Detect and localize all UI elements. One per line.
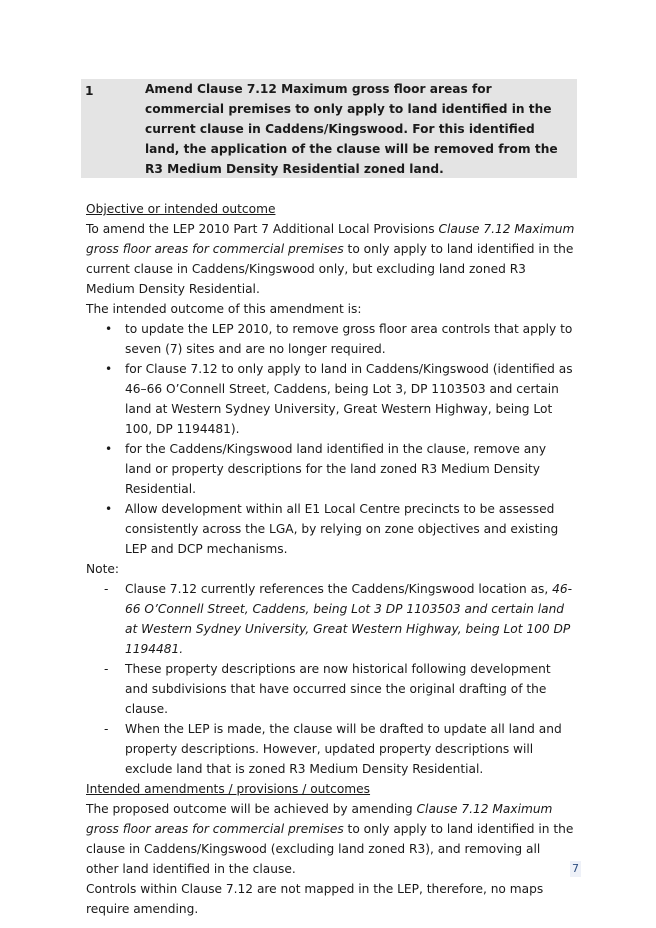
- list-item-text: to update the LEP 2010, to remove gross floor area controls that apply to seven (7) sites and are no longer required.: [125, 322, 573, 356]
- dash-marker: -: [104, 722, 109, 736]
- list-item: [86, 359, 576, 439]
- amendments-clause-title: Clause 7.12 Maximum gross floor areas for commercial premises: [86, 802, 553, 836]
- list-item: [86, 579, 576, 659]
- amendments-text-a: The proposed outcome will be achieved by amending: [86, 802, 417, 816]
- list-item: [86, 719, 576, 779]
- objective-heading: Objective or intended outcome: [86, 202, 276, 216]
- note-text-a: Clause 7.12 currently references the Caddens/Kingswood location as,: [125, 582, 553, 596]
- note-label: Note:: [86, 562, 119, 576]
- list-item-text: Allow development within all E1 Local Centre precincts to be assessed consistently across the LGA, by relying on zone objectives and existing LEP and DCP mechanisms.: [125, 502, 559, 556]
- list-item-text: These property descriptions are now historical following development and subdivisions that have occurred since the original drafting of the clause.: [125, 662, 551, 716]
- outcome-intro: The intended outcome of this amendment is:: [86, 302, 362, 316]
- dash-marker: -: [104, 662, 109, 676]
- amendments-heading: Intended amendments / provisions / outcomes: [86, 782, 371, 796]
- amendments-text-b: to only apply to land identified in the clause in Caddens/Kingswood (excluding land zoned R3), and removing all other land identified in the clause.: [86, 822, 574, 876]
- list-item-text: When the LEP is made, the clause will be drafted to update all land and property descriptions. However, updated property descriptions will exclude land that is zoned R3 Medium Density Residential.: [125, 722, 562, 776]
- dash-marker: -: [104, 582, 109, 596]
- list-item: [86, 319, 576, 359]
- document-body: [86, 199, 576, 919]
- bullet-marker: •: [105, 322, 113, 336]
- bullet-marker: •: [105, 362, 113, 376]
- bullet-marker: •: [105, 502, 113, 516]
- list-item: [86, 659, 576, 719]
- item-number: 1: [85, 84, 94, 98]
- list-item: [86, 439, 576, 499]
- list-item-text: for the Caddens/Kingswood land identified in the clause, remove any land or property descriptions for the land zoned R3 Medium Density Residential.: [125, 442, 547, 496]
- note-list: [86, 579, 576, 779]
- amendments-paragraph: [86, 799, 576, 879]
- objective-text-a: To amend the LEP 2010 Part 7 Additional Local Provisions: [86, 222, 439, 236]
- objective-clause-title: Clause 7.12 Maximum gross floor areas for commercial premises: [86, 222, 575, 256]
- outcome-list: [86, 319, 576, 559]
- list-item-text: for Clause 7.12 to only apply to land in Caddens/Kingswood (identified as 46–66 O’Connell Street, Caddens, being Lot 3, DP 1103503 and certain land at Western Sydney University, Great Western Highway, being Lot 100, DP 1194481).: [125, 362, 573, 436]
- objective-paragraph: [86, 219, 576, 299]
- list-item: [86, 499, 576, 559]
- item-title: Amend Clause 7.12 Maximum gross floor areas for commercial premises to only apply to land identified in the current clause in Caddens/Kingswood. For this identified land, the application of the clause will be removed from the R3 Medium Density Residential zoned land.: [145, 82, 558, 176]
- objective-text-b: to only apply to land identified in the current clause in Caddens/Kingswood only, but excluding land zoned R3 Medium Density Residential.: [86, 242, 574, 296]
- maps-paragraph: Controls within Clause 7.12 are not mapped in the LEP, therefore, no maps require amending.: [86, 882, 544, 916]
- bullet-marker: •: [105, 442, 113, 456]
- page-number: 7: [572, 862, 579, 875]
- note-property-description: 46-66 O’Connell Street, Caddens, being Lot 3 DP 1103503 and certain land at Western Sydney University, Great Western Highway, being Lot 100 DP 1194481.: [125, 582, 573, 656]
